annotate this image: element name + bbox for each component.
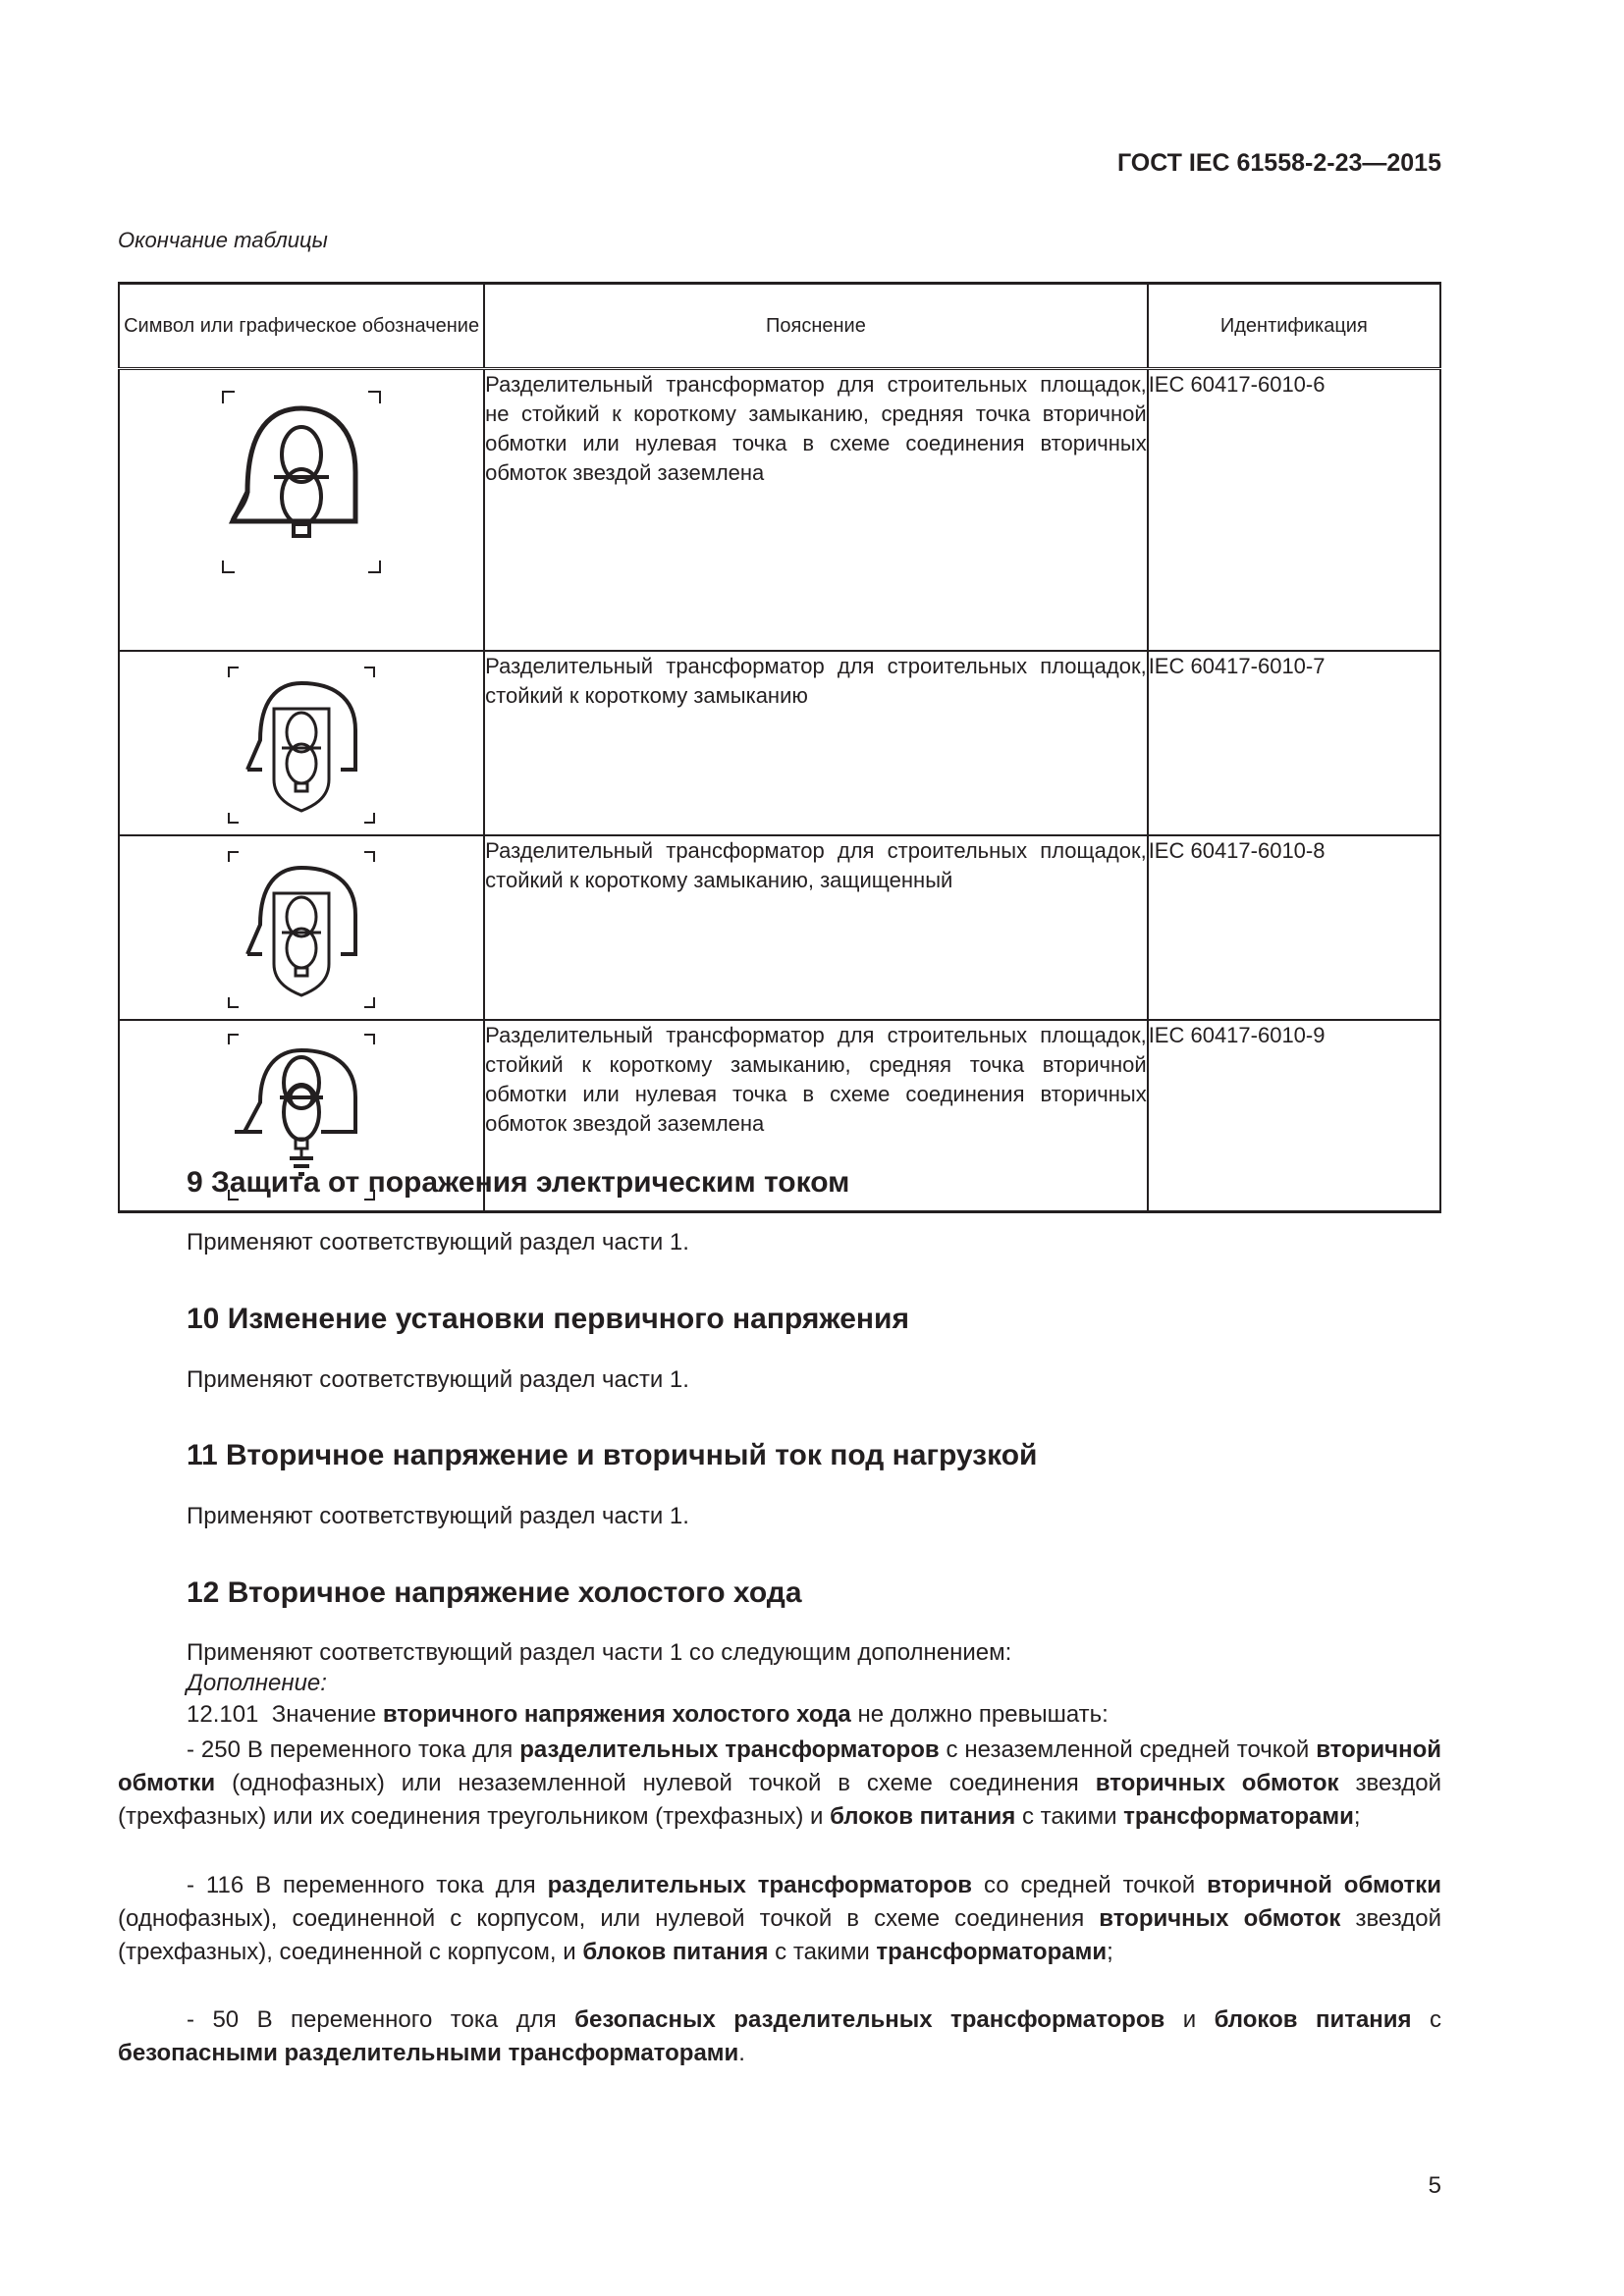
text: с незаземленной средней точкой <box>939 1736 1317 1763</box>
description-cell: Разделительный трансформатор для строительных площадок, стойкий к короткому замыканию, средняя точка вторичной обмотки или нулевая точка в схеме соединения вторичных обмоток звездой заземлена <box>484 1020 1148 1212</box>
text: . <box>738 2040 745 2066</box>
table-row <box>119 651 1440 835</box>
term: безопасных разделительных трансформаторов <box>574 2006 1165 2033</box>
transformer-short-circuit-proof-icon <box>223 662 380 828</box>
clause-number: 12.101 <box>187 1701 259 1728</box>
term: трансформаторами <box>876 1939 1108 1965</box>
section-9-text: Применяют соответствующий раздел части 1. <box>187 1229 689 1255</box>
text: - 116 В переменного тока для <box>187 1872 548 1898</box>
text: (однофазных), соединенной с корпусом, или нулевой точкой в схеме соединения <box>118 1905 1100 1932</box>
document-code: ГОСТ IEC 61558-2-23—2015 <box>1116 149 1441 177</box>
section-11-text: Применяют соответствующий раздел части 1. <box>187 1503 689 1529</box>
text: звездой (трехфазных), соединенной с корпусом, и <box>118 1905 1441 1965</box>
list-item-250v <box>118 1734 1441 1834</box>
term: вторичной обмотки <box>1207 1872 1441 1898</box>
text: звездой (трехфазных) или их соединения треугольником (трехфазных) и <box>118 1770 1441 1830</box>
term: разделительных трансформаторов <box>547 1872 973 1898</box>
section-12-text: Применяют соответствующий раздел части 1 со следующим дополнением: <box>187 1639 1012 1666</box>
term: блоков питания <box>830 1803 1016 1830</box>
text: (однофазных) или незаземленной нулевой точкой в схеме соединения <box>215 1770 1096 1796</box>
clause-12-101 <box>187 1701 1109 1729</box>
term: блоков питания <box>582 1939 769 1965</box>
page-number: 5 <box>1428 2172 1441 2199</box>
table-caption: Окончание таблицы <box>118 228 328 252</box>
term: разделительных трансформаторов <box>519 1736 940 1763</box>
identification-cell: IEC 60417-6010-9 <box>1148 1020 1440 1212</box>
term: трансформаторами <box>1123 1803 1354 1830</box>
term: вторичных обмоток <box>1095 1770 1339 1796</box>
text: и <box>1164 2006 1215 2033</box>
clause-term: вторичного напряжения холостого хода <box>382 1701 851 1728</box>
column-header-description: Пояснение <box>484 284 1148 369</box>
symbol-cell <box>119 369 484 651</box>
table-header-row <box>119 284 1440 369</box>
column-header-symbol: Символ или графическое обозначение <box>119 284 484 369</box>
term: блоков питания <box>1214 2006 1412 2033</box>
description-cell: Разделительный трансформатор для строительных площадок, не стойкий к короткому замыканию, средняя точка вторичной обмотки или нулевая точка в схеме соединения вторичных обмоток звездой заземлена <box>484 369 1148 651</box>
text: со средней точкой <box>972 1872 1208 1898</box>
description-cell: Разделительный трансформатор для строительных площадок, стойкий к короткому замыканию <box>484 651 1148 835</box>
column-header-identification: Идентификация <box>1148 284 1440 369</box>
text: - 50 В переменного тока для <box>187 2006 575 2033</box>
table-row <box>119 835 1440 1020</box>
term: безопасными разделительными трансформаторами <box>118 2040 739 2066</box>
addition-label: Дополнение: <box>187 1670 327 1696</box>
text: с такими <box>1015 1803 1124 1830</box>
section-11-heading: 11 Вторичное напряжение и вторичный ток под нагрузкой <box>187 1439 1038 1471</box>
list-item-116v <box>118 1869 1441 1969</box>
section-10-heading: 10 Изменение установки первичного напряжения <box>187 1303 909 1335</box>
section-9-heading: 9 Защита от поражения электрическим током <box>187 1166 850 1199</box>
text: ; <box>1107 1939 1113 1965</box>
identification-cell: IEC 60417-6010-6 <box>1148 369 1440 651</box>
section-12-heading: 12 Вторичное напряжение холостого хода <box>187 1576 802 1609</box>
identification-cell: IEC 60417-6010-8 <box>1148 835 1440 1020</box>
section-10-text: Применяют соответствующий раздел части 1. <box>187 1366 689 1393</box>
text: - 250 В переменного тока для <box>187 1736 520 1763</box>
text: с <box>1411 2006 1442 2033</box>
clause-text: не должно превышать: <box>850 1701 1109 1728</box>
clause-text: Значение <box>271 1701 383 1728</box>
text: с такими <box>768 1939 877 1965</box>
symbol-cell <box>119 835 484 1020</box>
term: вторичной обмотки <box>118 1736 1441 1796</box>
description-cell: Разделительный трансформатор для строительных площадок, стойкий к короткому замыканию, защищенный <box>484 835 1148 1020</box>
transformer-not-short-circuit-proof-earthed-icon <box>203 384 400 580</box>
term: вторичных обмоток <box>1099 1905 1341 1932</box>
list-item-50v <box>118 2003 1441 2070</box>
identification-cell: IEC 60417-6010-7 <box>1148 651 1440 835</box>
symbol-cell <box>119 651 484 835</box>
text: ; <box>1353 1803 1361 1830</box>
table-row <box>119 369 1440 651</box>
transformer-short-circuit-proof-protected-icon <box>223 846 380 1013</box>
symbols-table <box>118 282 1441 1213</box>
